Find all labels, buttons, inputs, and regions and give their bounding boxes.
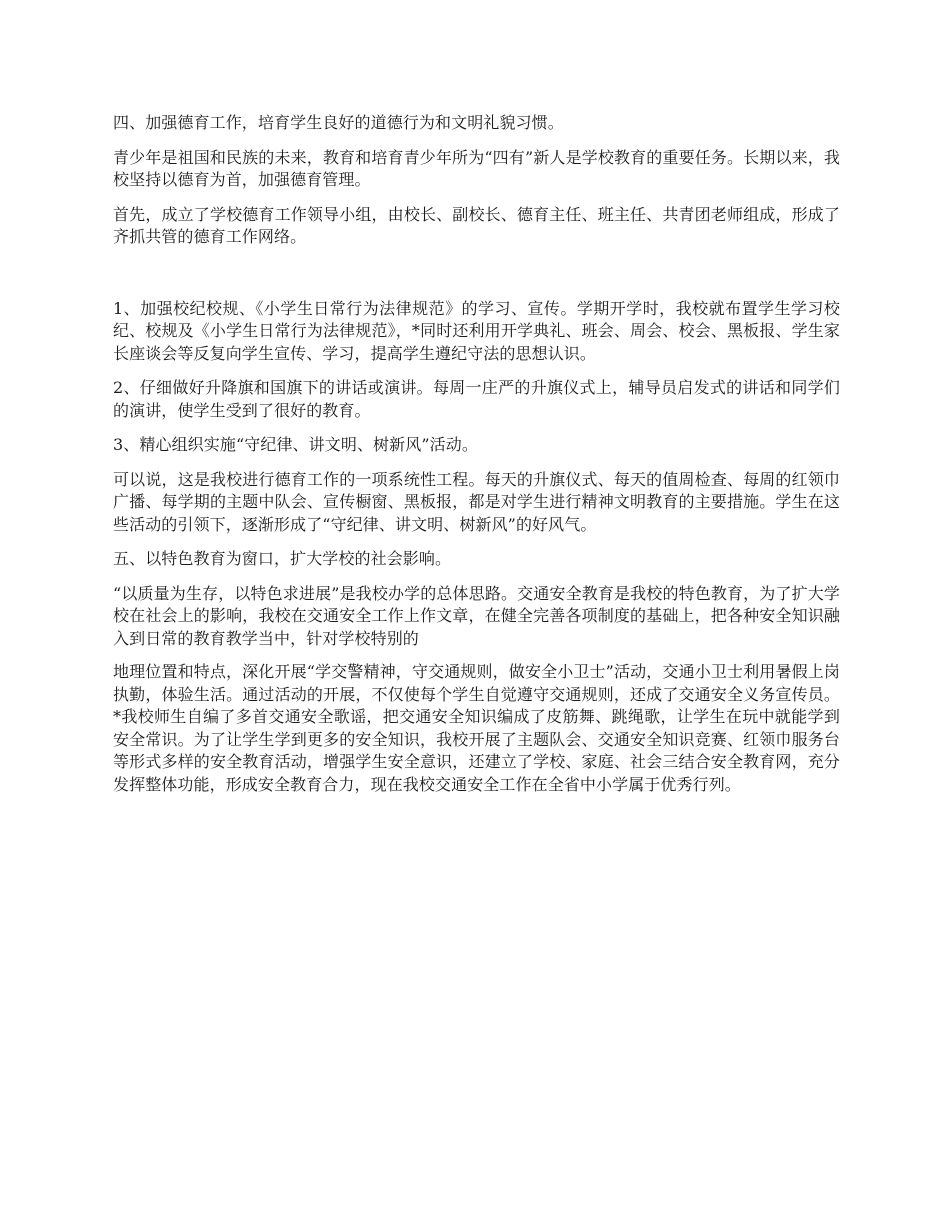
list-item-school-rules: 1、加强校纪校规、《小学生日常行为法律规范》的学习、宣传。学期开学时，我校就布置学生学习校纪、校规及《小学生日常行为法律规范》，*同时还利用开学典礼、班会、周会、校会、黑板报、学生家长座谈会等反复向学生宣传、学习，提高学生遵纪守法的思想认识。 xyxy=(113,298,840,363)
paragraph-leadership-group: 首先，成立了学校德育工作领导小组，由校长、副校长、德育主任、班主任、共青团老师组成，形成了齐抓共管的德育工作网络。 xyxy=(113,204,840,246)
paragraph-systematic-project: 可以说，这是我校进行德育工作的一项系统性工程。每天的升旗仪式、每天的值周检查、每周的红领巾广播、每学期的主题中队会、宣传橱窗、黑板报，都是对学生进行精神文明教育的主要措施。学生在这些活动的引领下，逐渐形成了“守纪律、讲文明、树新风”的好风气。 xyxy=(113,469,840,534)
paragraph-traffic-safety-activities: 地理位置和特点，深化开展“学交警精神，守交通规则，做安全小卫士”活动，交通小卫士利用暑假上岗执勤，体验生活。通过活动的开展，不仅使每个学生自觉遵守交通规则，还成了交通安全义务宣传员。*我校师生自编了多首交通安全歌谣，把交通安全知识编成了皮筋舞、跳绳歌，让学生在玩中就能学到安全常识。为了让学生学到更多的安全知识，我校开展了主题队会、交通安全知识竞赛、红领巾服务台等形式多样的安全教育活动，增强学生安全意识，还建立了学校、家庭、社会三结合安全教育网，充分发挥整体功能，形成安全教育合力，现在我校交通安全工作在全省中小学属于优秀行列。 xyxy=(113,662,840,794)
section-heading-moral-education: 四、加强德育工作，培育学生良好的道德行为和文明礼貌习惯。 xyxy=(113,113,564,132)
list-item-flag-ceremony: 2、仔细做好升降旗和国旗下的讲话或演讲。每周一庄严的升旗仪式上，辅导员启发式的讲话和同学们的演讲，使学生受到了很好的教育。 xyxy=(113,378,840,420)
paragraph-youth-importance: 青少年是祖国和民族的未来，教育和培育青少年所为“四有”新人是学校教育的重要任务。长期以来，我校坚持以德育为首，加强德育管理。 xyxy=(113,147,840,189)
section-heading-special-education: 五、以特色教育为窗口，扩大学校的社会影响。 xyxy=(113,549,452,568)
paragraph-traffic-safety-intro: “以质量为生存，以特色求进展”是我校办学的总体思路。交通安全教育是我校的特色教育，为了扩大学校在社会上的影响，我校在交通安全工作上作文章，在健全完善各项制度的基础上，把各种安全知识融入到日常的教育教学当中，针对学校特别的 xyxy=(113,583,840,648)
list-item-activity: 3、精心组织实施“守纪律、讲文明、树新风”活动。 xyxy=(113,435,478,454)
document-body xyxy=(113,112,840,808)
